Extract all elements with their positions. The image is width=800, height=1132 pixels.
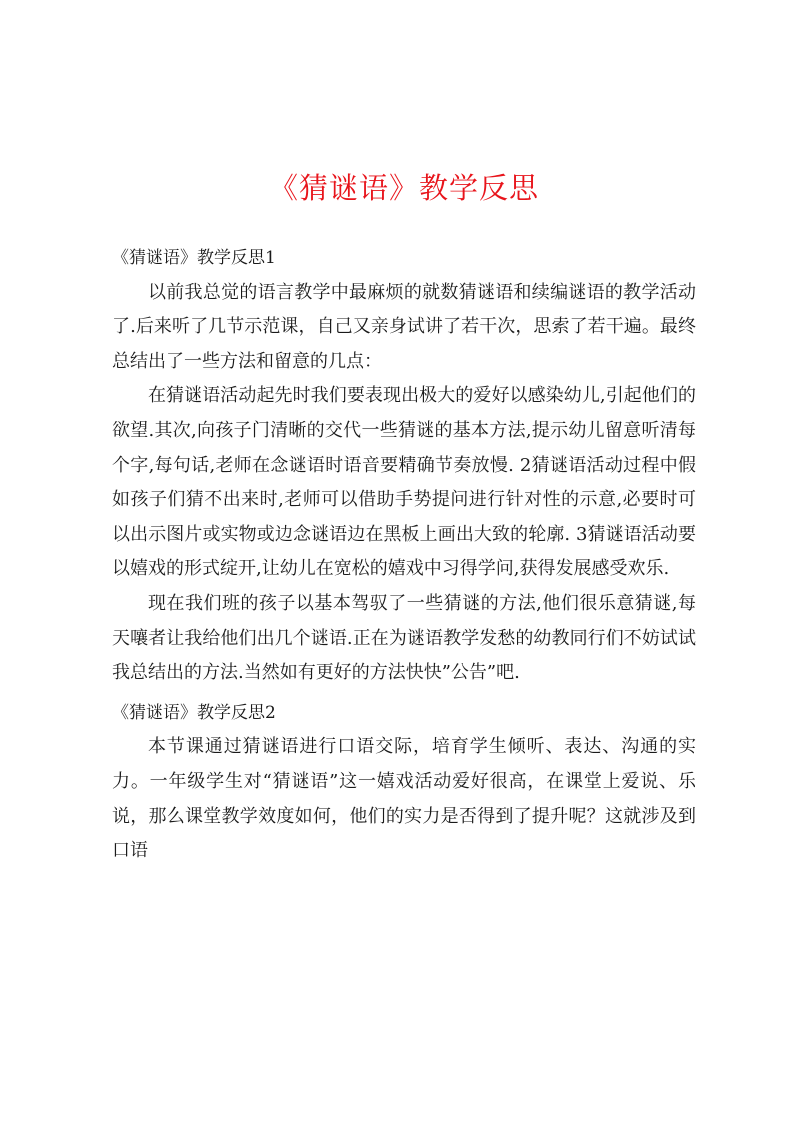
section-1: [112, 241, 696, 691]
section-1-heading: 《猜谜语》教学反思1: [112, 248, 276, 268]
section-2: [112, 696, 696, 869]
section-1-paragraph-3: 现在我们班的孩子以基本驾驭了一些猜谜的方法,他们很乐意猜谜,每天嚷者让我给他们出几个谜语.正在为谜语教学发愁的幼教同行们不妨试试我总结出的方法.当然如有更好的方法快快”公告”吧.: [112, 592, 696, 684]
section-2-heading: 《猜谜语》教学反思2: [112, 702, 276, 723]
section-2-paragraph-1: 本节课通过猜谜语进行口语交际，培育学生倾听、表达、沟通的实力。一年级学生对“猜谜语”这一嬉戏活动爱好很高，在课堂上爱说、乐说，那么课堂教学效度如何，他们的实力是否得到了提升呢？这就涉及到口语: [112, 736, 696, 862]
section-1-paragraph-2: 在猜谜语活动起先时我们要表现出极大的爱好以感染幼儿,引起他们的欲望.其次,向孩子门清晰的交代一些猜谜的基本方法,提示幼儿留意听清每个字,每句话,老师在念谜语时语音要精确节奏放慢. 2猜谜语活动过程中假如孩子们猜不出来时,老师可以借助手势提问进行针对性的示意,必要时可以出示图片或实物或边念谜语边在黑板上画出大致的轮廓. 3猜谜语活动要以嬉戏的形式绽开,让幼儿在宽松的嬉戏中习得学问,获得发展感受欢乐.: [112, 385, 696, 580]
section-1-paragraph-1: 以前我总觉的语言教学中最麻烦的就数猜谜语和续编谜语的教学活动了.后来听了几节示范课，自己又亲身试讲了若干次，思索了若干遍。最终总结出了一些方法和留意的几点：: [112, 281, 696, 372]
document-title: 《猜谜语》教学反思: [268, 171, 539, 205]
document-body: [112, 241, 696, 869]
